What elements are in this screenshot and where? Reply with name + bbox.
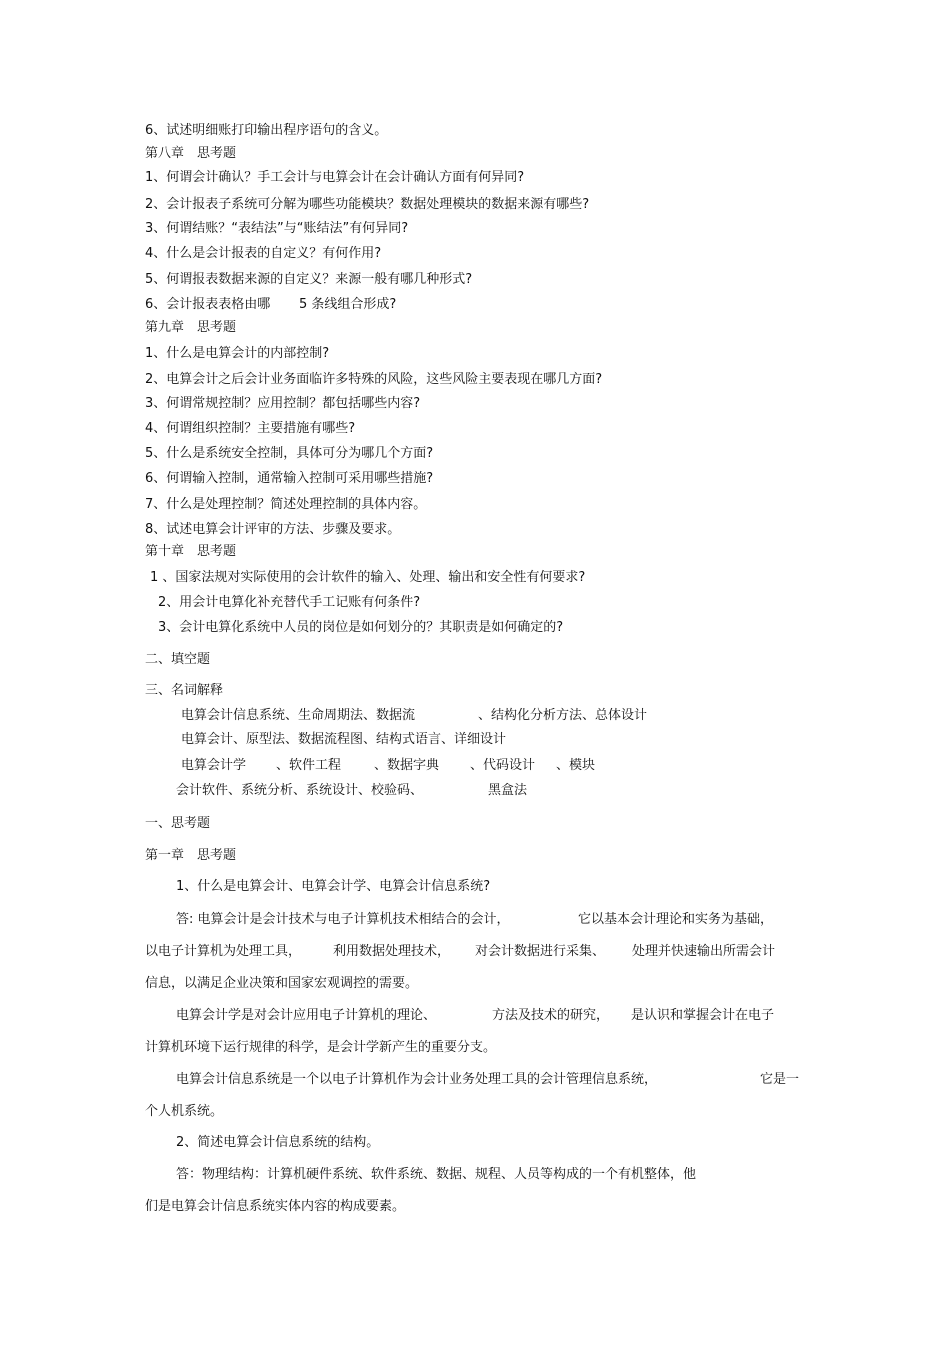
chapter-1-heading: 第一章 思考题 [145, 848, 237, 863]
terms-row-3-part-d: 、代码设计 [470, 758, 536, 773]
terms-row-1-part-a: 电算会计信息系统、生命周期法、数据流 [181, 708, 416, 723]
ch9-question-8: 8、试述电算会计评审的方法、步骤及要求。 [145, 522, 401, 537]
ch9-question-5: 5、什么是系统安全控制，具体可分为哪几个方面? [145, 446, 434, 461]
chapter-8-heading: 第八章 思考题 [145, 146, 237, 161]
chapter-10-heading: 第十章 思考题 [145, 544, 237, 559]
section-fill-in-title: 二、填空题 [145, 652, 211, 667]
terms-row-1-part-b: 、结构化分析方法、总体设计 [478, 708, 648, 723]
section-thinking-title: 一、思考题 [145, 816, 211, 831]
ch1-question-1: 1、什么是电算会计、电算会计学、电算会计信息系统? [176, 879, 491, 894]
terms-row-3-part-a: 电算会计学 [181, 758, 247, 773]
ch8-question-4: 4、什么是会计报表的自定义？有何作用? [145, 246, 382, 261]
answer1-p3-line2: 个人机系统。 [145, 1104, 224, 1119]
answer1-p1-line2-part-d: 处理并快速输出所需会计 [632, 944, 776, 959]
ch10-question-1: 1 、国家法规对实际使用的会计软件的输入、处理、输出和安全性有何要求? [150, 570, 586, 585]
terms-row-3-part-e: 、模块 [556, 758, 596, 773]
answer1-p1-line2-part-c: 对会计数据进行采集、 [475, 944, 606, 959]
terms-row-3-part-b: 、软件工程 [276, 758, 342, 773]
answer1-p2-line2: 计算机环境下运行规律的科学，是会计学新产生的重要分支。 [145, 1040, 497, 1055]
ch8-question-3: 3、何谓结账？“表结法”与“账结法”有何异同? [145, 221, 409, 236]
section-terms-title: 三、名词解释 [145, 683, 224, 698]
answer1-p1-line1-part-b: 它以基本会计理论和实务为基础， [578, 912, 774, 927]
ch8-question-6-part-a: 6、会计报表表格由哪 [145, 297, 271, 312]
ch8-question-2: 2、会计报表子系统可分解为哪些功能模块？数据处理模块的数据来源有哪些? [145, 197, 590, 212]
answer1-p2-line1-part-c: 是认识和掌握会计在电子 [631, 1008, 775, 1023]
ch10-question-3: 3、会计电算化系统中人员的岗位是如何划分的？其职责是如何确定的? [158, 620, 564, 635]
ch8-question-6-part-b: 5 条线组合形成? [299, 297, 397, 312]
terms-row-3-part-c: 、数据字典 [374, 758, 440, 773]
terms-row-4-part-a: 会计软件、系统分析、系统设计、校验码、 [176, 783, 424, 798]
ch10-question-2: 2、用会计电算化补充替代手工记账有何条件? [158, 595, 421, 610]
ch7-question-6: 6、试述明细账打印输出程序语句的含义。 [145, 123, 388, 138]
terms-row-2: 电算会计、原型法、数据流程图、结构式语言、详细设计 [181, 732, 507, 747]
ch9-question-6: 6、何谓输入控制，通常输入控制可采用哪些措施? [145, 471, 434, 486]
answer1-p2-line1-part-a: 电算会计学是对会计应用电子计算机的理论、 [176, 1008, 437, 1023]
ch9-question-7: 7、什么是处理控制？简述处理控制的具体内容。 [145, 497, 427, 512]
ch9-question-2: 2、电算会计之后会计业务面临许多特殊的风险，这些风险主要表现在哪几方面? [145, 372, 603, 387]
answer1-p3-line1-part-a: 电算会计信息系统是一个以电子计算机作为会计业务处理工具的会计管理信息系统， [176, 1072, 658, 1087]
answer2-line1: 答：物理结构：计算机硬件系统、软件系统、数据、规程、人员等构成的一个有机整体，他 [176, 1167, 697, 1182]
answer2-line2: 们是电算会计信息系统实体内容的构成要素。 [145, 1199, 406, 1214]
ch1-question-2: 2、简述电算会计信息系统的结构。 [176, 1135, 380, 1150]
answer1-p1-line2-part-b: 利用数据处理技术， [333, 944, 451, 959]
ch9-question-4: 4、何谓组织控制？主要措施有哪些? [145, 421, 356, 436]
ch9-question-3: 3、何谓常规控制？应用控制？都包括哪些内容? [145, 396, 421, 411]
answer1-p3-line1-part-b: 它是一 [760, 1072, 800, 1087]
ch9-question-1: 1、什么是电算会计的内部控制? [145, 346, 330, 361]
ch8-question-1: 1、何谓会计确认？手工会计与电算会计在会计确认方面有何异同? [145, 170, 525, 185]
answer1-p2-line1-part-b: 方法及技术的研究， [492, 1008, 610, 1023]
answer1-p1-line1-part-a: 答: 电算会计是会计技术与电子计算机技术相结合的会计， [176, 912, 510, 927]
ch8-question-5: 5、何谓报表数据来源的自定义？来源一般有哪几种形式? [145, 272, 473, 287]
answer1-p1-line2-part-a: 以电子计算机为处理工具， [145, 944, 302, 959]
answer1-p1-line3: 信息，以满足企业决策和国家宏观调控的需要。 [145, 976, 419, 991]
terms-row-4-part-b: 黑盒法 [488, 783, 528, 798]
chapter-9-heading: 第九章 思考题 [145, 320, 237, 335]
